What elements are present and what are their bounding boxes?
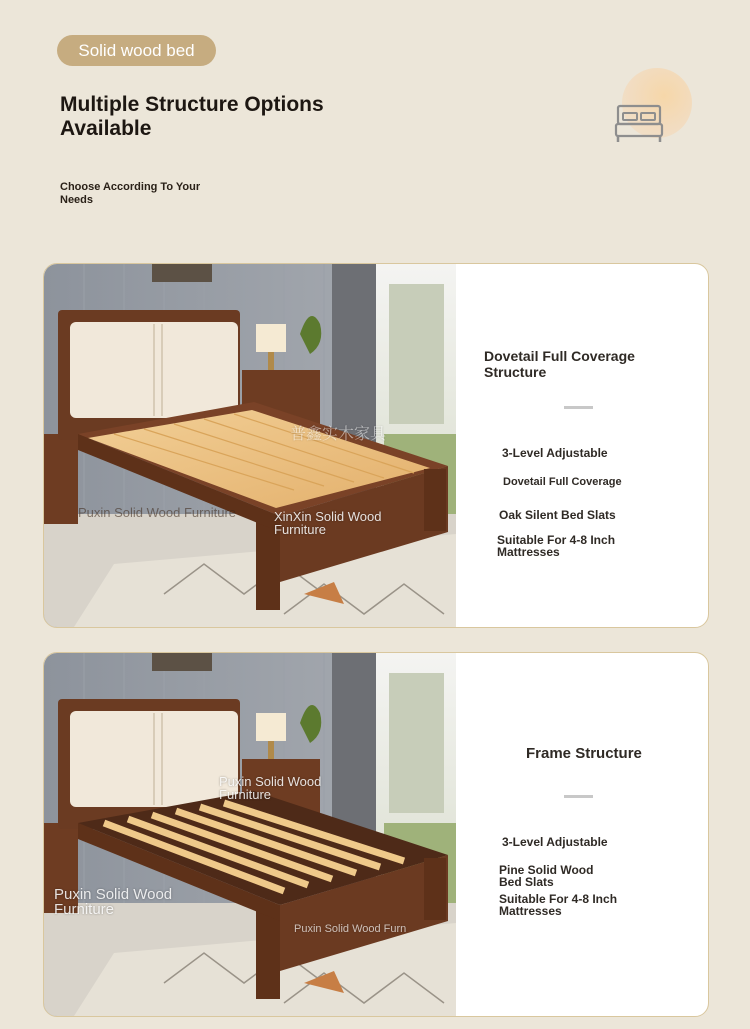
structure-details-dovetail — [456, 264, 708, 627]
bed-icon-badge — [606, 64, 698, 148]
feature-item: Suitable For 4-8 Inch Mattresses — [497, 533, 616, 559]
heading-divider — [564, 795, 593, 798]
page-title: Multiple Structure Options Available — [60, 93, 324, 140]
bed-photo-frame — [44, 653, 456, 1016]
watermark-top: Puxin Solid Wood Furniture — [219, 774, 322, 802]
feature-item: Pine Solid Wood Bed Slats — [499, 863, 594, 889]
structure-card-dovetail — [43, 263, 709, 628]
bed-icon — [614, 104, 664, 144]
feature-item: Suitable For 4-8 Inch Mattresses — [499, 892, 618, 918]
watermark-left: Puxin Solid Wood Furniture — [78, 505, 237, 520]
page-subtitle: Choose According To Your Needs — [60, 181, 201, 206]
bed-photo-dovetail — [44, 264, 456, 627]
structure-details-frame — [456, 653, 708, 1016]
structure-heading: Dovetail Full Coverage Structure — [484, 348, 635, 380]
structure-card-frame — [43, 652, 709, 1017]
feature-item: Oak Silent Bed Slats — [499, 508, 616, 522]
heading-divider — [564, 406, 593, 409]
feature-item: Dovetail Full Coverage — [503, 476, 622, 488]
feature-item: 3-Level Adjustable — [502, 835, 608, 849]
watermark-cn: 普鑫实木家具 — [290, 426, 387, 443]
watermark-right: XinXin Solid Wood Furniture — [274, 509, 382, 537]
watermark-bottom: Puxin Solid Wood Furn — [294, 923, 407, 935]
structure-heading: Frame Structure — [526, 745, 642, 762]
category-badge: Solid wood bed — [57, 35, 216, 66]
feature-item: 3-Level Adjustable — [502, 446, 608, 460]
watermark-left: Puxin Solid Wood Furniture — [54, 886, 173, 918]
